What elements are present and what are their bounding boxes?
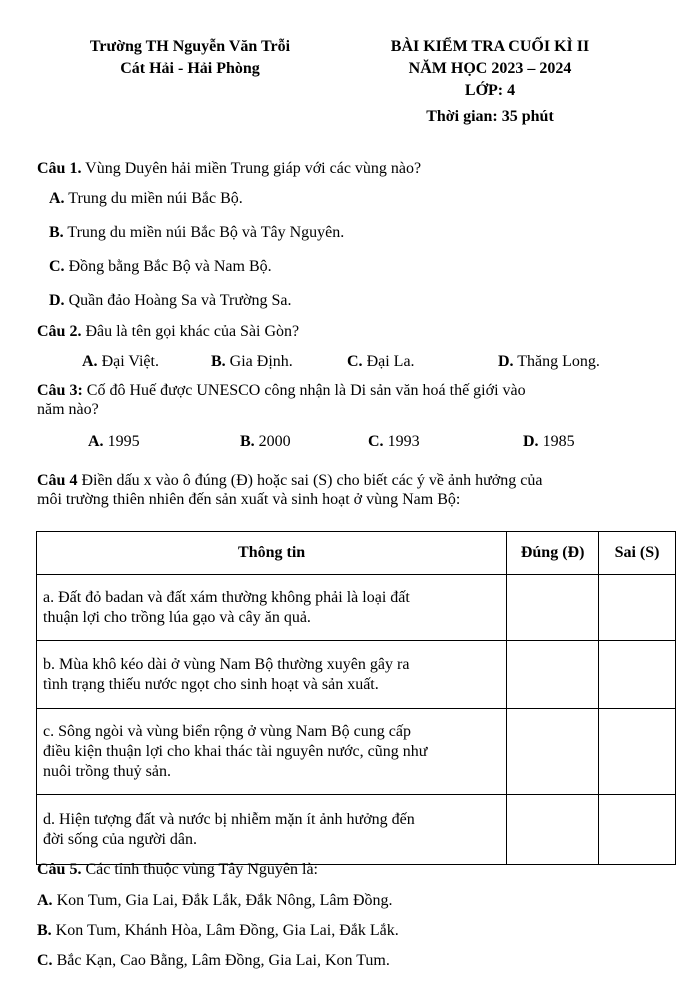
option-5a: A. Kon Tum, Gia Lai, Đắk Lắk, Đắk Nông, Lâm Đồng. (37, 892, 393, 909)
option-1a: A. Trung du miền núi Bắc Bộ. (49, 190, 243, 207)
row-a-false-cell[interactable] (599, 575, 676, 641)
option-3d: D. 1985 (523, 433, 575, 450)
school-header (40, 36, 340, 80)
row-b-false-cell[interactable] (599, 641, 676, 709)
question-text: Cố đô Huế được UNESCO công nhận là Di sản văn hoá thế giới vào (82, 382, 526, 399)
option-2d: D. Thăng Long. (498, 353, 600, 370)
table-header-row (37, 532, 676, 575)
grade: LỚP: 4 (464, 82, 516, 99)
question-label: Câu 1. (37, 160, 82, 177)
school-year: NĂM HỌC 2023 – 2024 (408, 60, 572, 77)
row-c-false-cell[interactable] (599, 709, 676, 795)
row-d-false-cell[interactable] (599, 795, 676, 865)
option-2c: C. Đại La. (347, 353, 415, 370)
option-1c: C. Đồng bằng Bắc Bộ và Nam Bộ. (49, 258, 272, 275)
true-false-table (36, 531, 676, 865)
table-row (37, 795, 676, 865)
school-name: Trường TH Nguyễn Văn Trỗi (89, 38, 291, 55)
duration: Thời gian: 35 phút (426, 108, 554, 125)
header-false: Sai (S) (599, 532, 676, 575)
question-label: Câu 3: (37, 382, 83, 399)
option-3a: A. 1995 (88, 433, 140, 450)
question-label: Câu 4 (37, 472, 78, 489)
row-c-text: c. Sông ngòi và vùng biển rộng ở vùng Nam Bộ cung cấp điều kiện thuận lợi cho khai thác tài nguyên nước, cũng như nuôi trồng thuỷ sản. (37, 709, 507, 795)
question-text: Điền dấu x vào ô đúng (Đ) hoặc sai (S) cho biết các ý về ảnh hưởng của (77, 472, 543, 489)
header-true: Đúng (Đ) (507, 532, 599, 575)
option-5c: C. Bắc Kạn, Cao Bằng, Lâm Đồng, Gia Lai, Kon Tum. (37, 952, 390, 969)
question-3-cont: năm nào? (37, 401, 99, 418)
row-c-true-cell[interactable] (507, 709, 599, 795)
row-b-true-cell[interactable] (507, 641, 599, 709)
table-row (37, 709, 676, 795)
question-label: Câu 2. (37, 323, 82, 340)
question-4 (37, 471, 542, 491)
option-3c: C. 1993 (368, 433, 420, 450)
question-label: Câu 5. (37, 861, 82, 878)
question-4-cont: môi trường thiên nhiên đến sản xuất và sinh hoạt ở vùng Nam Bộ: (37, 491, 461, 508)
table-row (37, 575, 676, 641)
row-a-true-cell[interactable] (507, 575, 599, 641)
question-text: Các tỉnh thuộc vùng Tây Nguyên là: (81, 861, 318, 878)
table-row (37, 641, 676, 709)
header-info: Thông tin (37, 532, 507, 575)
row-d-text: d. Hiện tượng đất và nước bị nhiễm mặn ít ảnh hưởng đến đời sống của người dân. (37, 795, 507, 865)
option-5b: B. Kon Tum, Khánh Hòa, Lâm Đồng, Gia Lai, Đắk Lắk. (37, 922, 399, 939)
question-text: Vùng Duyên hải miền Trung giáp với các vùng nào? (81, 160, 422, 177)
question-5 (37, 860, 318, 880)
option-1b: B. Trung du miền núi Bắc Bộ và Tây Nguyên. (49, 224, 345, 241)
exam-header (340, 36, 640, 128)
row-b-text: b. Mùa khô kéo dài ở vùng Nam Bộ thường xuyên gây ra tình trạng thiếu nước ngọt cho sinh hoạt và sản xuất. (37, 641, 507, 709)
option-2b: B. Gia Định. (211, 353, 293, 370)
school-location: Cát Hải - Hải Phòng (120, 60, 260, 77)
row-a-text: a. Đất đỏ badan và đất xám thường không phải là loại đất thuận lợi cho trồng lúa gạo và cây ăn quả. (37, 575, 507, 641)
question-2 (37, 322, 299, 342)
question-text: Đâu là tên gọi khác của Sài Gòn? (81, 323, 300, 340)
question-3 (37, 381, 526, 401)
option-3b: B. 2000 (240, 433, 291, 450)
row-d-true-cell[interactable] (507, 795, 599, 865)
option-1d: D. Quần đảo Hoàng Sa và Trường Sa. (49, 292, 292, 309)
exam-title: BÀI KIỂM TRA CUỐI KÌ II (390, 38, 590, 55)
question-1 (37, 159, 421, 179)
option-2a: A. Đại Việt. (82, 353, 159, 370)
